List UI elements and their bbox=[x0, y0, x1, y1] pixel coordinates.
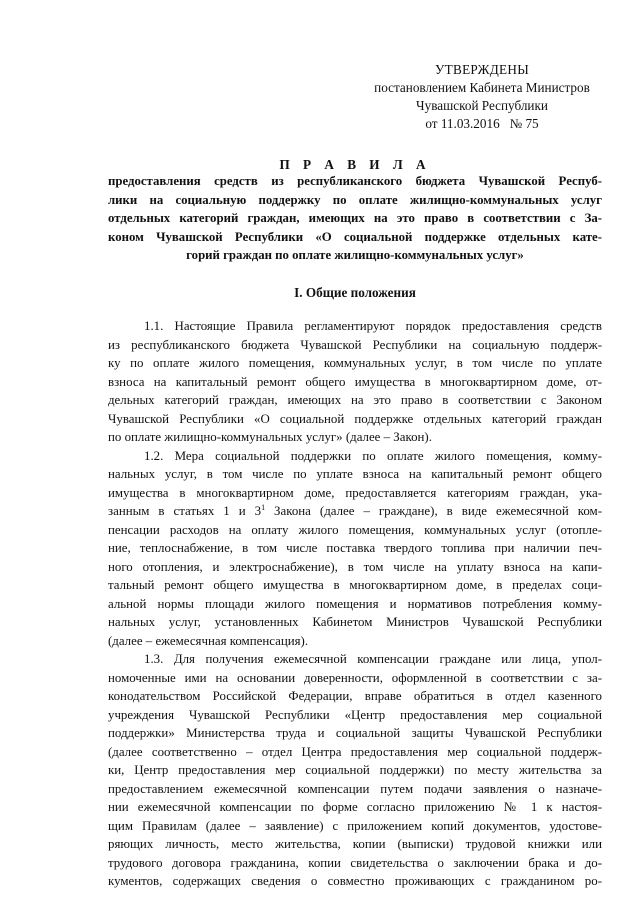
text-line: взноса на капитальный ремонт общего имущества в многоквартирном доме, от- bbox=[108, 374, 602, 389]
subtitle-line: лики на социальную поддержку по оплате жилищно-коммунальных услуг bbox=[108, 192, 602, 207]
text-line: дельных категорий граждан, имеющих на это право в соответствии с Законом bbox=[108, 393, 602, 407]
document-subtitle bbox=[108, 172, 602, 265]
text-line: щим Правилам (далее – заявление) с приложением копий документов, удостове- bbox=[108, 818, 602, 833]
superscript: 1 bbox=[261, 503, 266, 512]
document-body bbox=[108, 317, 602, 891]
text-line: 1.2. Мера социальной поддержки по оплате жилого помещения, комму- bbox=[144, 448, 602, 463]
text-line bbox=[108, 502, 602, 521]
approval-heading: УТВЕРЖДЕНЫ bbox=[434, 62, 529, 77]
text-line: из республиканского бюджета Чувашской Республики на социальную поддерж- bbox=[108, 337, 602, 352]
text-line: альной нормы площади жилого помещения и нормативов потребления комму- bbox=[108, 596, 602, 611]
text-fragment: занным в статьях 1 и 3 bbox=[108, 504, 262, 518]
text-line: предоставлением ежемесячной компенсации путем подачи заявления о назначе- bbox=[108, 781, 602, 796]
text-line: Чувашской Республики «О социальной поддержке отдельных категорий граждан bbox=[108, 411, 602, 426]
approval-line: Чувашской Республики bbox=[416, 98, 548, 113]
text-line: ние, теплоснабжение, в том числе поставка твердого топлива при наличии печ- bbox=[108, 541, 602, 555]
text-line: нальных услуг, установленных Кабинетом Министров Чувашской Республики bbox=[108, 615, 602, 629]
text-line: трудового договора гражданина, копии свидетельства о заключении брака и до- bbox=[108, 855, 602, 870]
text-line: тальный ремонт общего имущества в многоквартирном доме, в пределах соци- bbox=[108, 578, 602, 592]
approval-line: постановлением Кабинета Министров bbox=[374, 80, 590, 95]
paragraph-1-1 bbox=[108, 317, 602, 447]
paragraph-1-2 bbox=[108, 447, 602, 651]
text-line: поддержки» Министерства труда и социальной защиты Чувашской Республики bbox=[108, 726, 602, 740]
text-line: учреждения Чувашской Республики «Центр предоставления мер социальной bbox=[108, 707, 602, 722]
subtitle-line: горий граждан по оплате жилищно-коммунальных услуг» bbox=[186, 248, 524, 262]
approval-block bbox=[362, 61, 602, 133]
text-fragment: Закона (далее – граждане), в виде ежемесячной ком- bbox=[265, 504, 602, 518]
text-line: ку по оплате жилого помещения, коммунальных услуг, в том числе по уплате bbox=[108, 356, 602, 370]
text-line: 1.1. Настоящие Правила регламентируют порядок предоставления средств bbox=[144, 319, 602, 333]
text-line: по оплате жилищно-коммунальных услуг» (далее – Закон). bbox=[108, 430, 432, 444]
text-line: 1.3. Для получения ежемесячной компенсации граждане или лица, упол- bbox=[144, 652, 602, 666]
text-line: номоченные ими на основании доверенности, оформленной в соответствии с за- bbox=[108, 670, 602, 685]
text-line: (далее – ежемесячная компенсация). bbox=[108, 633, 309, 648]
text-line: пенсации расходов на оплату жилого помещения, коммунальных услуг (отопле- bbox=[108, 522, 602, 537]
paragraph-1-3 bbox=[108, 650, 602, 891]
text-line: ного отопления, и электроснабжение), в том числе на уплату взноса на капи- bbox=[108, 559, 602, 574]
text-line: ряющих личность, место жительства, копии (выписки) трудовой книжки или bbox=[108, 837, 602, 851]
subtitle-line: отдельных категорий граждан, имеющих на это право в соответствии с За- bbox=[108, 211, 602, 225]
text-line: конодательством Российской Федерации, вправе обратиться в отдел казенного bbox=[108, 689, 602, 703]
document-title: П Р А В И Л А bbox=[279, 157, 431, 172]
subtitle-line: предоставления средств из республиканского бюджета Чувашской Респуб- bbox=[108, 174, 602, 188]
text-line: кументов, содержащих сведения о совместно проживающих с гражданином ро- bbox=[108, 874, 602, 888]
text-line: ки, Центр предоставления мер социальной поддержки) по месту жительства за bbox=[108, 763, 602, 777]
text-line: (далее соответственно – отдел Центра предоставления мер социальной поддерж- bbox=[108, 744, 602, 759]
text-line: нальных услуг, в том числе по уплате взноса на капитальный ремонт общего bbox=[108, 467, 602, 481]
text-line: нии ежемесячной компенсации по форме согласно приложению № 1 к настоя- bbox=[108, 800, 602, 814]
subtitle-line: коном Чувашской Республики «О социальной поддержке отдельных кате- bbox=[108, 229, 602, 244]
text-line: имущества в многоквартирном доме, предоставляется категориям граждан, ука- bbox=[108, 485, 602, 500]
approval-date: от 11.03.2016 № 75 bbox=[425, 116, 539, 131]
section-heading: I. Общие положения bbox=[294, 285, 416, 300]
